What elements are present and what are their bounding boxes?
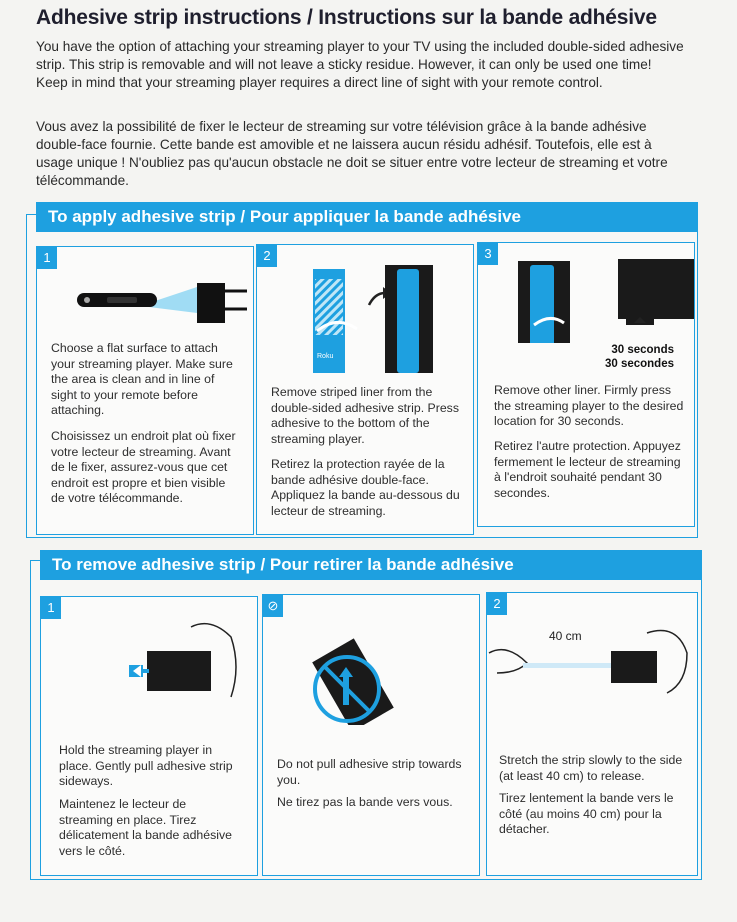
stretch-strip-illustration-icon — [487, 593, 697, 713]
step-number: 1 — [41, 597, 61, 619]
step-text-fr: Choisissez un endroit plat où fixer votre lecteur de streaming. Avant de le fixer, assurez-vous que cet endroit est propre et bien visible de votre télécommande. — [51, 429, 236, 505]
step-text-fr: Tirez lentement la bande vers le côté (au moins 40 cm) pour la détacher. — [499, 791, 674, 836]
remove-do-not — [262, 594, 480, 876]
step-text-fr: Retirez la protection rayée de la bande adhésive double-face. Appliquez la bande au-dessous du lecteur de streaming. — [271, 457, 460, 518]
remove-step-1 — [40, 596, 258, 876]
step-text-fr: Maintenez le lecteur de streaming en place. Tirez délicatement la bande adhésive vers le côté. — [59, 797, 232, 858]
apply-heading: To apply adhesive strip / Pour appliquer la bande adhésive — [36, 202, 698, 232]
tv-mount-illustration-icon — [478, 243, 694, 343]
intro-french: Vous avez la possibilité de fixer le lecteur de streaming sur votre télévision grâce à la bande adhésive double-face fournie. Cette bande est amovible et ne laissera aucun résidu adhésif. Toutefois, elle est à usage unique ! N'oubliez pas qu'aucun obstacle ne doit se situer entre votre lecteur de streaming et votre télécommande. — [36, 119, 668, 188]
do-not-pull-towards-icon — [263, 595, 479, 725]
step-text-fr: Retirez l'autre protection. Appuyez fermement le lecteur de streaming à l'endroit souhaité pendant 30 secondes. — [494, 439, 681, 500]
step-number: 3 — [478, 243, 498, 265]
step-text-en: Choose a flat surface to attach your streaming player. Make sure the area is clean and in line of sight to your remote before attaching. — [51, 341, 233, 417]
timer-fr: 30 secondes — [604, 358, 674, 370]
step-text-fr: Ne tirez pas la bande vers vous. — [277, 795, 453, 809]
device-brand-label: Roku — [317, 353, 334, 360]
step-number: 2 — [487, 593, 507, 615]
adhesive-liner-illustration-icon — [257, 245, 473, 375]
prohibited-icon: ⊘ — [263, 595, 283, 617]
remove-step-2 — [486, 592, 698, 876]
hand-pull-sideways-icon — [41, 597, 257, 717]
page-title: Adhesive strip instructions / Instructions sur la bande adhésive — [36, 6, 657, 29]
step-text-en: Hold the streaming player in place. Gently pull adhesive strip sideways. — [59, 743, 233, 788]
remove-heading: To remove adhesive strip / Pour retirer la bande adhésive — [40, 550, 702, 580]
timer-en: 30 seconds — [611, 344, 674, 356]
step-text-en: Stretch the strip slowly to the side (at least 40 cm) to release. — [499, 753, 683, 783]
step-text-en: Remove other liner. Firmly press the streaming player to the desired location for 30 seconds. — [494, 383, 684, 428]
apply-step-3 — [477, 242, 695, 527]
distance-label: 40 cm — [549, 629, 582, 643]
apply-step-2 — [256, 244, 474, 535]
step-number: 2 — [257, 245, 277, 267]
step-text-en: Remove striped liner from the double-sided adhesive strip. Press adhesive to the bottom of the streaming player. — [271, 385, 459, 446]
step-number: 1 — [37, 247, 57, 269]
intro-english: You have the option of attaching your streaming player to your TV using the included double-sided adhesive strip. This strip is removable and will not leave a sticky residue. However, it can only be used one time! Keep in mind that your streaming player requires a direct line of sight with your remote control. — [36, 39, 684, 90]
apply-step-1 — [36, 246, 254, 535]
step-text-en: Do not pull adhesive strip towards you. — [277, 757, 462, 787]
